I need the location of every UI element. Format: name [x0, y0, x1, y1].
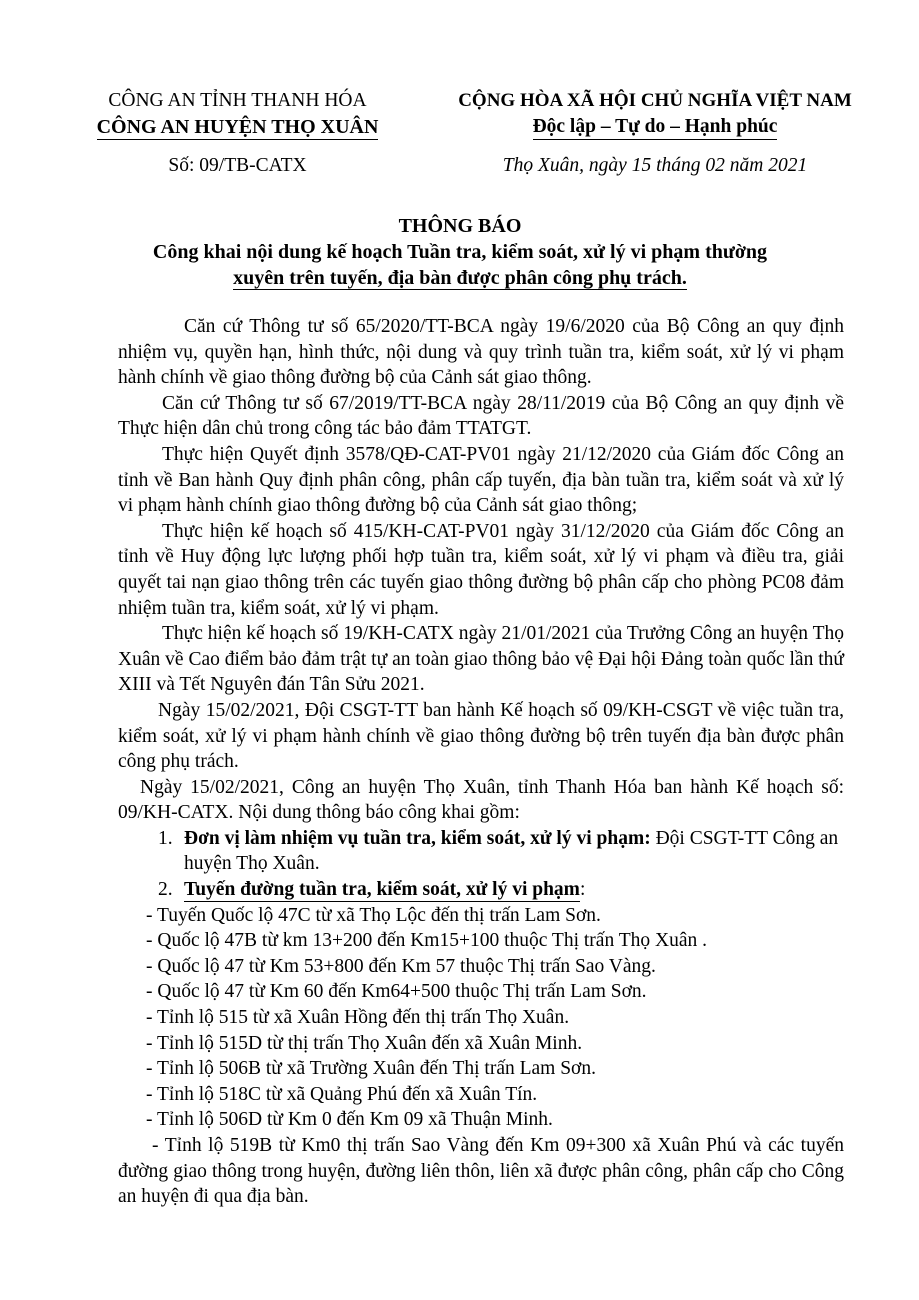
title-main: THÔNG BÁO: [398, 215, 522, 237]
route-item: - Quốc lộ 47 từ Km 53+800 đến Km 57 thuộc Thị trấn Sao Vàng.: [146, 955, 656, 977]
issuer-org: CÔNG AN HUYỆN THỌ XUÂN: [96, 116, 379, 138]
paragraph-decision-3578: Thực hiện Quyết định 3578/QĐ-CAT-PV01 ngày 21/12/2020 của Giám đốc Công an tỉnh về Ban hành Quy định phân công, phân cấp tuyến, địa bàn tuần tra, kiểm soát và xử lý vi phạm hành chính giao thông đường bộ của Cảnh sát giao thông;: [118, 443, 844, 517]
list-item-text: Đội CSGT-TT Công an huyện Thọ Xuân.: [184, 827, 839, 875]
paragraph-plan-415: Thực hiện kế hoạch số 415/KH-CAT-PV01 ngày 31/12/2020 của Giám đốc Công an tỉnh về Huy động lực lượng phối hợp tuần tra, kiểm soát, xử lý vi phạm và điều tra, giải quyết tai nạn giao thông trên các tuyến giao thông đường bộ phân cấp cho phòng PC08 đảm nhiệm tuần tra, kiểm soát, xử lý vi phạm.: [118, 520, 844, 619]
route-item: - Quốc lộ 47 từ Km 60 đến Km64+500 thuộc Thị trấn Lam Sơn.: [146, 981, 647, 1003]
list-item: [118, 877, 844, 903]
list-item: [118, 826, 844, 877]
route-item: - Tỉnh lộ 519B từ Km0 thị trấn Sao Vàng đến Km 09+300 xã Xuân Phú và các tuyến đường giao thông trong huyện, đường liên thôn, liên xã được phân công, phân cấp cho Công an huyện đi qua địa bàn.: [118, 1135, 844, 1208]
national-motto: Độc lập – Tự do – Hạnh phúc: [533, 115, 778, 140]
list-item-label: Tuyến đường tuần tra, kiểm soát, xử lý vi phạm: [184, 879, 580, 901]
paragraph-plan-09-csgt: Ngày 15/02/2021, Đội CSGT-TT ban hành Kế hoạch số 09/KH-CSGT về việc tuần tra, kiểm soát, xử lý vi phạm hành chính về giao thông đường bộ trên tuyến địa bàn được phân công phụ trách.: [118, 699, 844, 773]
title-subtitle-line1: Công khai nội dung kế hoạch Tuần tra, kiểm soát, xử lý vi phạm thường: [152, 241, 768, 263]
route-item: - Tỉnh lộ 515 từ xã Xuân Hồng đến thị trấn Thọ Xuân.: [146, 1007, 570, 1029]
document-date: Thọ Xuân, ngày 15 tháng 02 năm 2021: [502, 155, 808, 176]
issuer-block: [55, 88, 420, 140]
route-item: - Tuyến Quốc lộ 47C từ xã Thọ Lộc đến thị trấn Lam Sơn.: [146, 904, 601, 926]
list-item-text: :: [579, 879, 586, 901]
paragraph-basis-circular-65: Căn cứ Thông tư số 65/2020/TT-BCA ngày 19/6/2020 của Bộ Công an quy định nhiệm vụ, quyền hạn, hình thức, nội dung và quy trình tuần tra, kiểm soát, xử lý vi phạm hành chính về giao thông đường bộ của Cảnh sát giao thông.: [118, 316, 844, 389]
document-body: [118, 314, 844, 1210]
route-item: - Tỉnh lộ 506D từ Km 0 đến Km 09 xã Thuận Minh.: [146, 1109, 553, 1131]
route-item: - Tỉnh lộ 518C từ xã Quảng Phú đến xã Xuân Tín.: [146, 1083, 538, 1105]
document-number: Số: 09/TB-CATX: [168, 155, 307, 176]
document-title: [110, 213, 810, 291]
title-subtitle-line2: xuyên trên tuyến, địa bàn được phân công phụ trách.: [233, 267, 687, 289]
route-item: - Quốc lộ 47B từ km 13+200 đến Km15+100 thuộc Thị trấn Thọ Xuân .: [146, 930, 707, 952]
nation-name: CỘNG HÒA XÃ HỘI CHỦ NGHĨA VIỆT NAM: [458, 90, 852, 111]
list-item-number: 1.: [158, 827, 173, 849]
paragraph-basis-circular-67: Căn cứ Thông tư số 67/2019/TT-BCA ngày 28/11/2019 của Bộ Công an quy định về Thực hiện dân chủ trong công tác bảo đảm TTATGT.: [118, 392, 844, 440]
national-header: [420, 88, 890, 140]
list-item-label: Đơn vị làm nhiệm vụ tuần tra, kiểm soát, xử lý vi phạm:: [184, 827, 651, 849]
route-item: - Tỉnh lộ 506B từ xã Trường Xuân đến Thị trấn Lam Sơn.: [146, 1058, 596, 1080]
issuer-parent-org: CÔNG AN TỈNH THANH HÓA: [108, 90, 367, 111]
paragraph-plan-09-catx: Ngày 15/02/2021, Công an huyện Thọ Xuân, tỉnh Thanh Hóa ban hành Kế hoạch số: 09/KH-CATX. Nội dung thông báo công khai gồm:: [118, 776, 844, 824]
route-item: - Tỉnh lộ 515D từ thị trấn Thọ Xuân đến xã Xuân Minh.: [146, 1032, 583, 1054]
paragraph-plan-19: Thực hiện kế hoạch số 19/KH-CATX ngày 21/01/2021 của Trưởng Công an huyện Thọ Xuân về Cao điểm bảo đảm trật tự an toàn giao thông bảo vệ Đại hội Đảng toàn quốc lần thứ XIII và Tết Nguyên đán Tân Sửu 2021.: [118, 623, 844, 696]
list-item-number: 2.: [158, 879, 173, 901]
